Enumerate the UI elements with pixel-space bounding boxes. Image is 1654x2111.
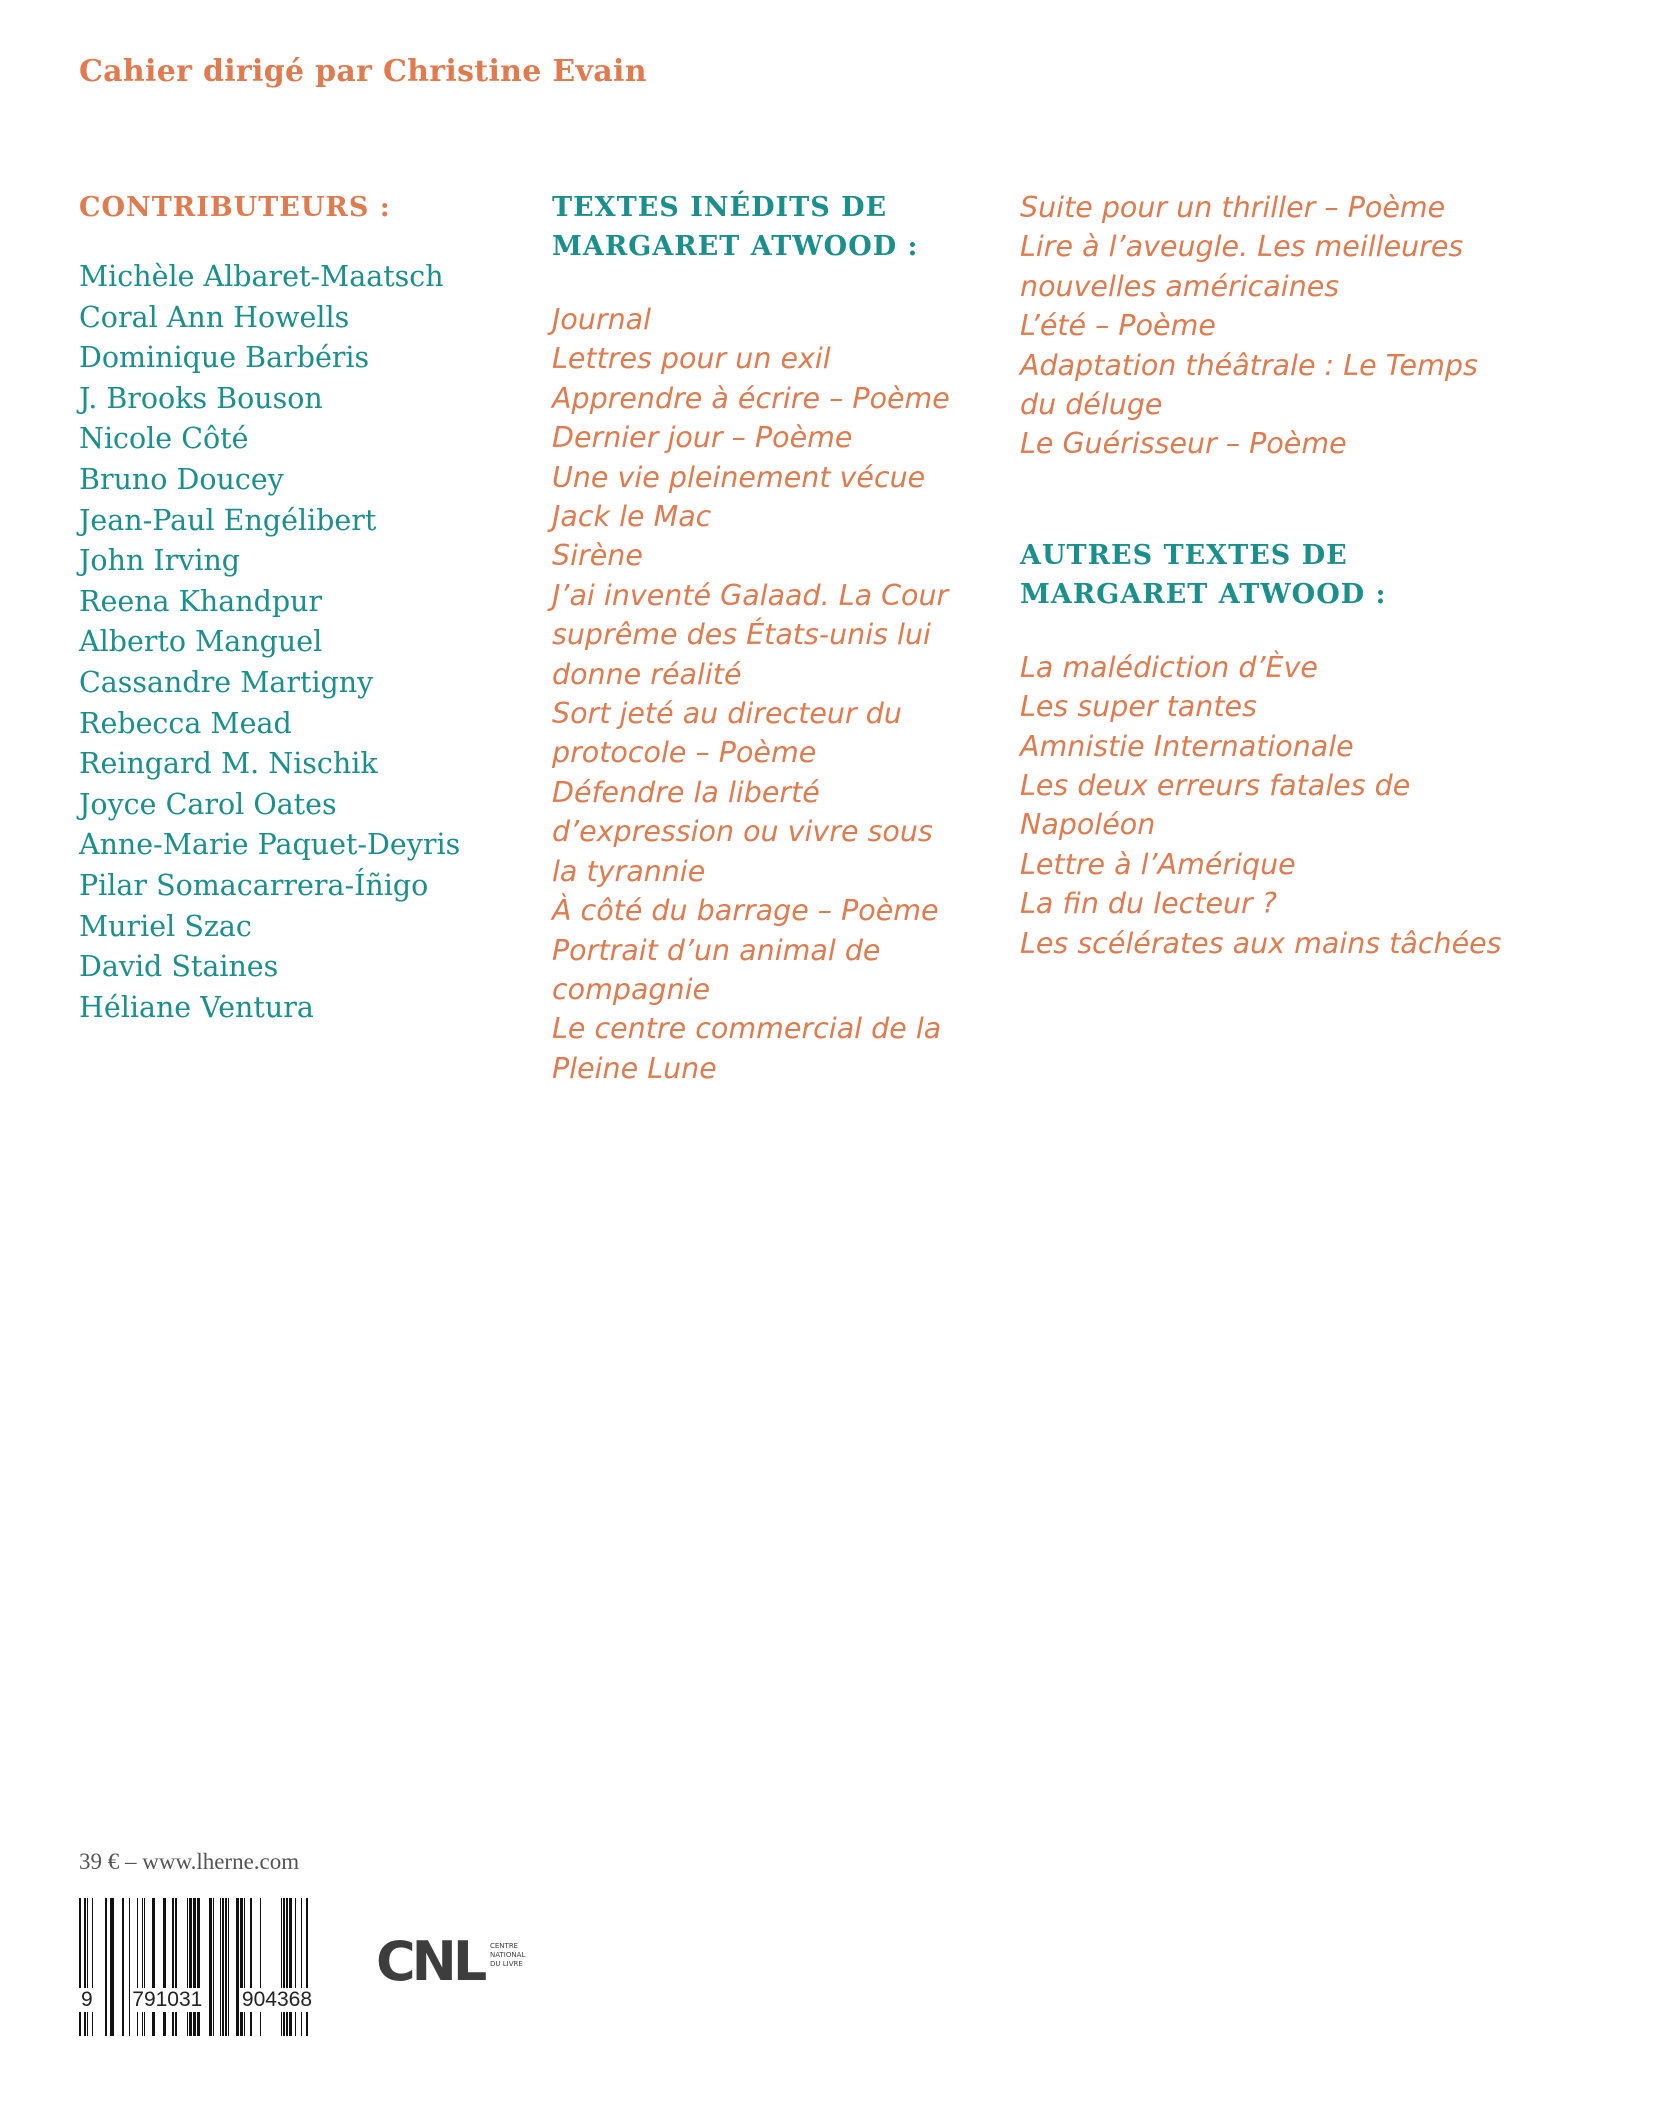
unpublished-texts-list (552, 300, 992, 1088)
unpublished-texts-column (552, 188, 992, 1088)
unpublished-heading (552, 188, 992, 266)
other-texts-list (1020, 648, 1620, 963)
unpublished-text-title: J’ai inventé Galaad. La Cour suprême des États-unis lui donne réalité (552, 578, 949, 691)
other-text-title: La fin du lecteur ? (1020, 887, 1277, 921)
contributor-name: Muriel Szac (79, 909, 252, 943)
contributor-name: Dominique Barbéris (79, 341, 370, 375)
unpublished-text-title: Lettres pour un exil (552, 342, 831, 376)
cnl-logo-text-line: NATIONAL (490, 1951, 526, 1959)
cnl-logo-text-line: CENTRE (490, 1942, 519, 1950)
unpublished-text-title: Dernier jour – Poème (552, 421, 853, 455)
other-text-title: Amnistie Internationale (1020, 729, 1354, 763)
unpublished-text-title: Sort jeté au directeur du protocole – Poème (552, 697, 902, 770)
unpublished-texts-list-continued (1020, 188, 1620, 464)
other-heading-line-1: AUTRES TEXTES DE (1020, 539, 1348, 571)
unpublished-text-title: À côté du barrage – Poème (552, 894, 939, 928)
unpublished-text-title: Suite pour un thriller – Poème (1020, 191, 1446, 224)
contributor-name: Pilar Somacarrera-Íñigo (79, 868, 429, 902)
other-text-title: Les super tantes (1020, 690, 1257, 724)
unpublished-text-title: Jack le Mac (552, 500, 712, 534)
unpublished-text-title: L’été – Poème (1020, 309, 1216, 343)
unpublished-heading-line-1: TEXTES INÉDITS DE (552, 192, 888, 223)
contributor-name: Reingard M. Nischik (79, 747, 378, 781)
contributor-name: John Irving (79, 544, 241, 578)
contributor-name: Nicole Côté (79, 422, 249, 456)
page-title: Cahier dirigé par Christine Evain (79, 54, 647, 89)
cnl-logo-text-line: DU LIVRE (490, 1960, 523, 1968)
barcode-digit-group: 904368 (241, 1988, 312, 2011)
unpublished-text-title: Le Guérisseur – Poème (1020, 427, 1347, 461)
unpublished-text-title: Apprendre à écrire – Poème (552, 381, 950, 415)
other-heading-line-2: MARGARET ATWOOD : (1020, 578, 1387, 610)
contributors-heading: CONTRIBUTEURS : (79, 192, 391, 223)
cnl-logo (376, 1922, 536, 1992)
contributor-name: David Staines (79, 950, 279, 984)
unpublished-text-title: Portrait d’un animal de compagnie (552, 933, 881, 1006)
other-text-title: Lettre à l’Amérique (1020, 847, 1296, 881)
unpublished-text-title: Adaptation théâtrale : Le Temps du déluge (1020, 348, 1478, 422)
contributor-name: Anne-Marie Paquet-Deyris (79, 828, 461, 862)
contributor-name: Reena Khandpur (79, 584, 323, 618)
third-column (1020, 188, 1620, 963)
contributor-name: Coral Ann Howells (79, 300, 350, 334)
other-text-title: Les deux erreurs fatales de Napoléon (1020, 769, 1411, 842)
unpublished-text-title: Une vie pleinement vécue (552, 460, 926, 494)
contributor-name: Bruno Doucey (79, 462, 284, 496)
barcode-digit-group: 791031 (132, 1988, 203, 2011)
other-texts-heading (1020, 536, 1620, 614)
unpublished-text-title: Journal (552, 303, 652, 336)
contributor-name: Alberto Manguel (79, 625, 323, 659)
contributors-list (79, 257, 499, 1028)
contributor-name: Héliane Ventura (79, 990, 314, 1024)
unpublished-text-title: Lire à l’aveugle. Les meilleures nouvelles américaines (1020, 230, 1464, 303)
barcode-image (79, 1898, 314, 2036)
unpublished-text-title: Le centre commercial de la Pleine Lune (552, 1012, 942, 1085)
barcode-digits (79, 1988, 314, 2012)
contributor-name: J. Brooks Bouson (79, 381, 323, 415)
other-text-title: La malédiction d’Ève (1020, 650, 1318, 684)
cnl-logo-letters: CNL (376, 1930, 484, 1992)
contributor-name: Rebecca Mead (79, 706, 292, 740)
unpublished-text-title: Défendre la liberté d’expression ou vivre sous la tyrannie (552, 775, 933, 888)
contributor-name: Michèle Albaret-Maatsch (79, 260, 444, 293)
other-text-title: Les scélérates aux mains tâchées (1020, 926, 1502, 960)
contributor-name: Cassandre Martigny (79, 665, 374, 699)
price-and-website: 39 € – www.lherne.com (79, 1849, 300, 1874)
contributor-name: Joyce Carol Oates (79, 787, 337, 821)
contributors-column (79, 188, 499, 1028)
barcode-digit-group: 9 (81, 1988, 93, 2011)
contributor-name: Jean-Paul Engélibert (79, 503, 377, 537)
unpublished-text-title: Sirène (552, 539, 643, 573)
unpublished-heading-line-2: MARGARET ATWOOD : (552, 231, 919, 262)
